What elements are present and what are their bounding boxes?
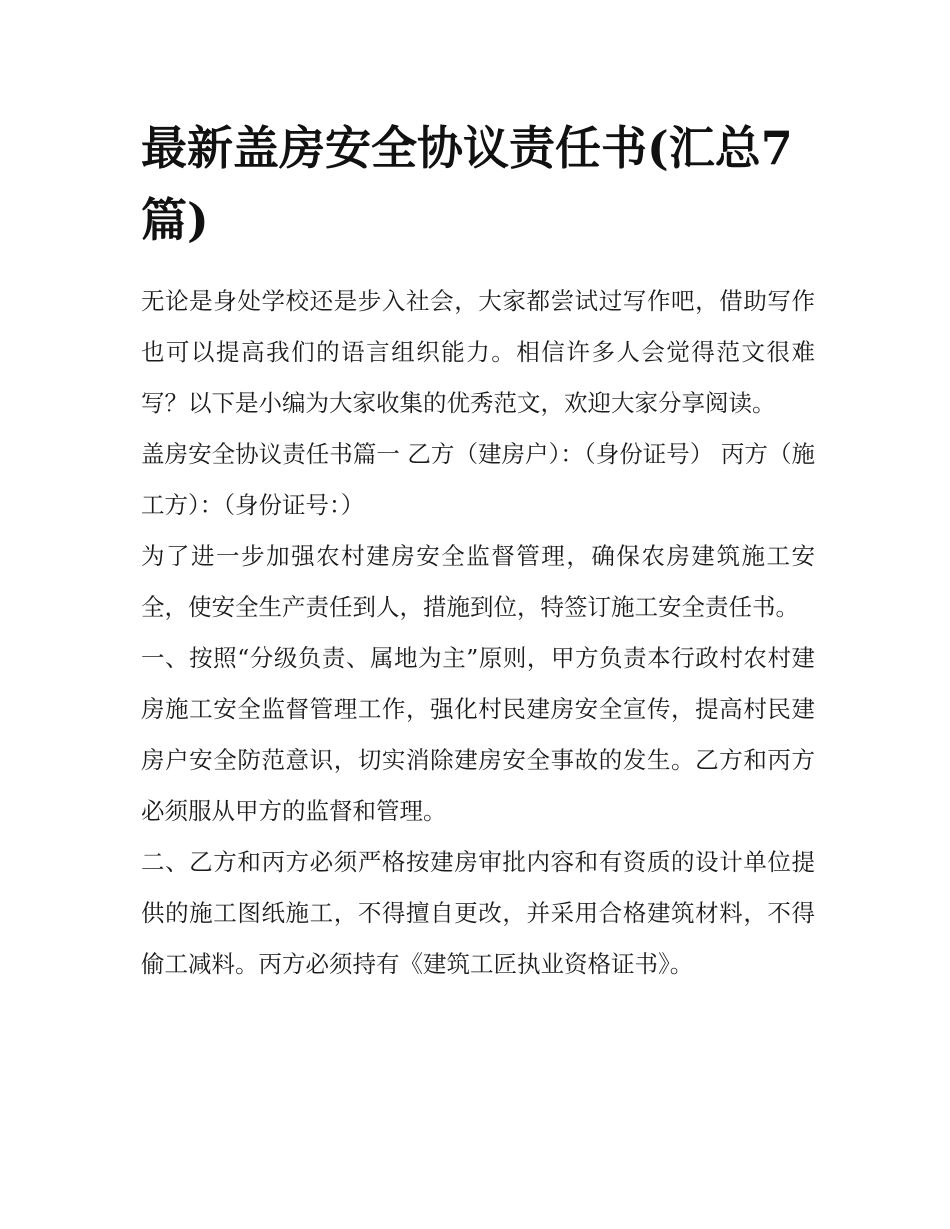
paragraph-clause-2: 二、乙方和丙方必须严格按建房审批内容和有资质的设计单位提供的施工图纸施工，不得擅自更改，并采用合格建筑材料，不得偷工减料。丙方必须持有《建筑工匠执业资格证书》。	[141, 848, 815, 978]
paragraph-clause-1: 一、按照“分级负责、属地为主”原则，甲方负责本行政村农村建房施工安全监督管理工作，强化村民建房安全宣传，提高村民建房户安全防范意识，切实消除建房安全事故的发生。乙方和丙方必须服从甲方的监督和管理。	[141, 644, 815, 825]
document-title: 最新盖房安全协议责任书(汇总7篇)	[141, 121, 793, 247]
paragraph-parties: 盖房安全协议责任书篇一 乙方（建房户）：（身份证号） 丙方（施工方）：（身份证号：）	[141, 440, 815, 519]
paragraph-purpose: 为了进一步加强农村建房安全监督管理，确保农房建筑施工安全，使安全生产责任到人，措施到位，特签订施工安全责任书。	[141, 542, 815, 621]
paragraph-intro: 无论是身处学校还是步入社会，大家都尝试过写作吧，借助写作也可以提高我们的语言组织能力。相信许多人会觉得范文很难写？以下是小编为大家收集的优秀范文，欢迎大家分享阅读。	[141, 287, 815, 417]
document-body	[141, 276, 815, 990]
